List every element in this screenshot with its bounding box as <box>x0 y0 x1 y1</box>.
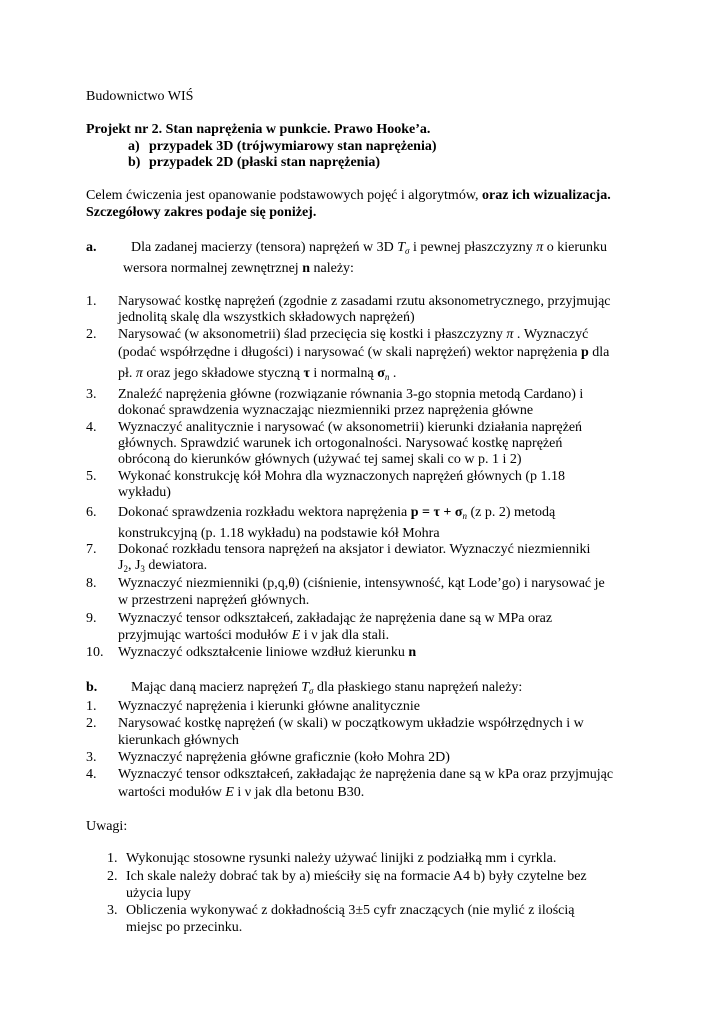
a-item-8-number: 8. <box>86 576 97 591</box>
a-item-2-text-3: (podać współrzędne i długości) i narysować (w skali naprężeń) wektor naprężenia <box>118 345 581 360</box>
a-item-6-line-1 <box>118 505 555 521</box>
b-item-4-number: 4. <box>86 767 97 782</box>
tau-symbol: τ <box>303 366 310 381</box>
a-item-10-line-1 <box>118 645 416 661</box>
tensor-symbol <box>301 680 313 695</box>
case-b-label: b) <box>128 155 141 170</box>
intro-line-2: Szczegółowy zakres podaje się poniżej. <box>86 205 317 220</box>
b-item-1-line-1: Wyznaczyć naprężenia i kierunki główne analitycznie <box>118 699 420 714</box>
remark-3-number: 3. <box>107 903 118 918</box>
a-item-6-text-2: (z p. 2) metodą <box>467 505 556 520</box>
section-a-line-2 <box>123 261 354 277</box>
a-item-10-text: Wyznaczyć odkształcenie liniowe wzdłuż kierunku <box>118 645 409 660</box>
a-item-1-line-2: jednolitą skalę dla wszystkich składowych naprężeń) <box>118 310 415 325</box>
a-item-6-number: 6. <box>86 505 97 520</box>
sigma-sub-n: n <box>462 511 468 521</box>
normal-vector-n: n <box>408 645 417 660</box>
a-item-4-line-3: obróconą do kierunków głównych (używać tej samej skali co w p. 1 i 2) <box>118 452 522 467</box>
a-item-4-line-2: głównych. Sprawdzić warunek ich ortogonalności. Narysować kostkę naprężeń <box>118 436 563 451</box>
section-b-text-2: dla płaskiego stanu naprężeń należy: <box>313 680 523 695</box>
pi-symbol: π <box>536 240 544 255</box>
modulus-E: E <box>291 628 301 643</box>
b-item-4-line-2 <box>118 785 364 801</box>
b-item-4-line-1: Wyznaczyć tensor odkształceń, zakładając że naprężenia dane są w kPa oraz przyjmując <box>118 767 614 782</box>
section-b-label: b. <box>86 680 98 695</box>
project-title: Projekt nr 2. Stan naprężenia w punkcie. Prawo Hooke’a. <box>86 122 431 137</box>
remark-3-line-2: miejsc po przecinku. <box>126 920 243 935</box>
b-item-1-number: 1. <box>86 699 97 714</box>
pi-symbol: π <box>506 327 514 342</box>
invariant-J: J <box>134 558 141 573</box>
b-item-3-number: 3. <box>86 750 97 765</box>
a-item-2-text-5: pł. <box>118 366 136 381</box>
a-item-2-text-8: . <box>389 366 397 381</box>
b-item-2-number: 2. <box>86 716 97 731</box>
tensor-sigma-sub: σ <box>309 686 314 696</box>
remark-1-number: 1. <box>107 851 118 866</box>
stress-vector-p: p <box>580 345 589 360</box>
modulus-E: E <box>225 785 234 800</box>
a-item-4-line-1: Wyznaczyć analitycznie i narysować (w aksonometrii) kierunki działania naprężeń <box>118 420 583 435</box>
institution-header: Budownictwo WIŚ <box>86 89 194 104</box>
a-item-2-line-1 <box>118 327 588 343</box>
invariant-sub-2: 2 <box>123 564 128 574</box>
stress-decomposition-equation: p = τ + σ <box>410 505 463 520</box>
a-item-9-line-1: Wyznaczyć tensor odkształceń, zakładając że naprężenia dane są w MPa oraz <box>118 611 553 626</box>
invariant-sub-3: 3 <box>140 564 145 574</box>
a-item-5-line-2: wykładu) <box>118 485 171 500</box>
a-item-7-line-1: Dokonać rozkładu tensora naprężeń na aksjator i dewiator. Wyznaczyć niezmienniki <box>118 542 591 557</box>
section-a-text-3: o kierunku <box>543 240 608 255</box>
a-item-9-text-2: i ν jak dla stali. <box>300 628 390 643</box>
sigma-symbol: σ <box>377 366 385 381</box>
invariant-J: J <box>118 558 124 573</box>
a-item-2-text-2: . Wyznaczyć <box>513 327 589 342</box>
tensor-sigma-sub: σ <box>405 246 410 256</box>
a-item-9-number: 9. <box>86 611 97 626</box>
a-item-8-line-2: w przestrzeni naprężeń głównych. <box>118 593 310 608</box>
remark-2-number: 2. <box>107 869 118 884</box>
a-item-2-text-7: i normalną <box>309 366 378 381</box>
remark-2-line-1: Ich skale należy dobrać tak by a) mieściły się na formacie A4 b) były czytelne bez <box>126 869 587 884</box>
section-a-text-1: Dla zadanej macierzy (tensora) naprężeń w 3D <box>131 240 398 255</box>
case-a-label: a) <box>128 139 140 154</box>
tensor-T: T <box>397 240 406 255</box>
b-item-3-line-1: Wyznaczyć naprężenia główne graficznie (koło Mohra 2D) <box>118 750 450 765</box>
pi-symbol: π <box>135 366 143 381</box>
a-item-2-line-2 <box>118 345 609 361</box>
a-item-1-number: 1. <box>86 294 97 309</box>
intro-line-1 <box>86 188 611 204</box>
section-a-text-4: wersora normalnej zewnętrznej <box>123 261 303 276</box>
a-item-1-line-1: Narysować kostkę naprężeń (zgodnie z zasadami rzutu aksonometrycznego, przyjmując <box>118 294 611 309</box>
a-item-8-line-1: Wyznaczyć niezmienniki (p,q,θ) (ciśnienie, intensywność, kąt Lode’go) i narysować je <box>118 576 605 591</box>
remark-2-line-2: użycia lupy <box>126 886 191 901</box>
section-b-line-1 <box>131 680 522 696</box>
sigma-sub-n: n <box>384 372 390 382</box>
intro-plain: Celem ćwiczenia jest opanowanie podstawowych pojęć i algorytmów, <box>86 188 483 203</box>
tensor-T: T <box>301 680 310 695</box>
intro-bold: oraz ich wizualizacja. <box>482 188 611 203</box>
a-item-3-number: 3. <box>86 387 97 402</box>
a-item-5-number: 5. <box>86 469 97 484</box>
remark-1-line-1: Wykonując stosowne rysunki należy używać linijki z podziałką mm i cyrkla. <box>126 851 557 866</box>
section-a-text-5: należy: <box>310 261 354 276</box>
a-item-6-line-2: konstrukcyjną (p. 1.18 wykładu) na podstawie kół Mohra <box>118 526 440 541</box>
remark-3-line-1: Obliczenia wykonywać z dokładnością 3±5 cyfr znaczących (nie mylić z ilością <box>126 903 575 918</box>
b-item-4-text-2: i ν jak dla betonu B30. <box>233 785 365 800</box>
a-item-6-text-1: Dokonać sprawdzenia rozkładu wektora naprężenia <box>118 505 411 520</box>
remarks-title: Uwagi: <box>86 819 128 834</box>
a-item-9-text-1: przyjmując wartości modułów <box>118 628 292 643</box>
a-item-7-line-2 <box>118 558 207 574</box>
b-item-2-line-2: kierunkach głównych <box>118 733 239 748</box>
section-a-text-2: i pewnej płaszczyzny <box>409 240 537 255</box>
a-item-7-text: dewiatora. <box>144 558 208 573</box>
a-item-3-line-1: Znaleźć naprężenia główne (rozwiązanie równania 3-go stopnia metodą Cardano) i <box>118 387 584 402</box>
a-item-9-line-2 <box>118 628 389 644</box>
section-a-label: a. <box>86 240 97 255</box>
a-item-2-number: 2. <box>86 327 97 342</box>
a-item-2-text-6: oraz jego składowe styczną <box>142 366 304 381</box>
a-item-2-line-3 <box>118 366 396 382</box>
case-b-text: przypadek 2D (płaski stan naprężenia) <box>149 155 381 170</box>
b-item-2-line-1: Narysować kostkę naprężeń (w skali) w początkowym układzie współrzędnych i w <box>118 716 584 731</box>
a-item-5-line-1: Wykonać konstrukcję kół Mohra dla wyznaczonych naprężeń głównych (p 1.18 <box>118 469 566 484</box>
a-item-10-number: 10. <box>86 645 104 660</box>
a-item-3-line-2: dokonać sprawdzenia wyznaczając niezmienniki przez naprężenia główne <box>118 403 534 418</box>
case-a-text: przypadek 3D (trójwymiarowy stan naprężenia) <box>149 139 437 154</box>
normal-vector-n: n <box>302 261 310 276</box>
b-item-4-text-1: wartości modułów <box>118 785 226 800</box>
a-item-2-text-4: dla <box>588 345 610 360</box>
a-item-2-text-1: Narysować (w aksonometrii) ślad przecięcia się kostki i płaszczyzny <box>118 327 507 342</box>
a-item-4-number: 4. <box>86 420 97 435</box>
a-item-7-number: 7. <box>86 542 97 557</box>
section-a-line-1 <box>131 240 607 256</box>
tensor-symbol <box>397 240 409 255</box>
invariant-separator: , <box>127 558 135 573</box>
section-b-text-1: Mając daną macierz naprężeń <box>131 680 302 695</box>
